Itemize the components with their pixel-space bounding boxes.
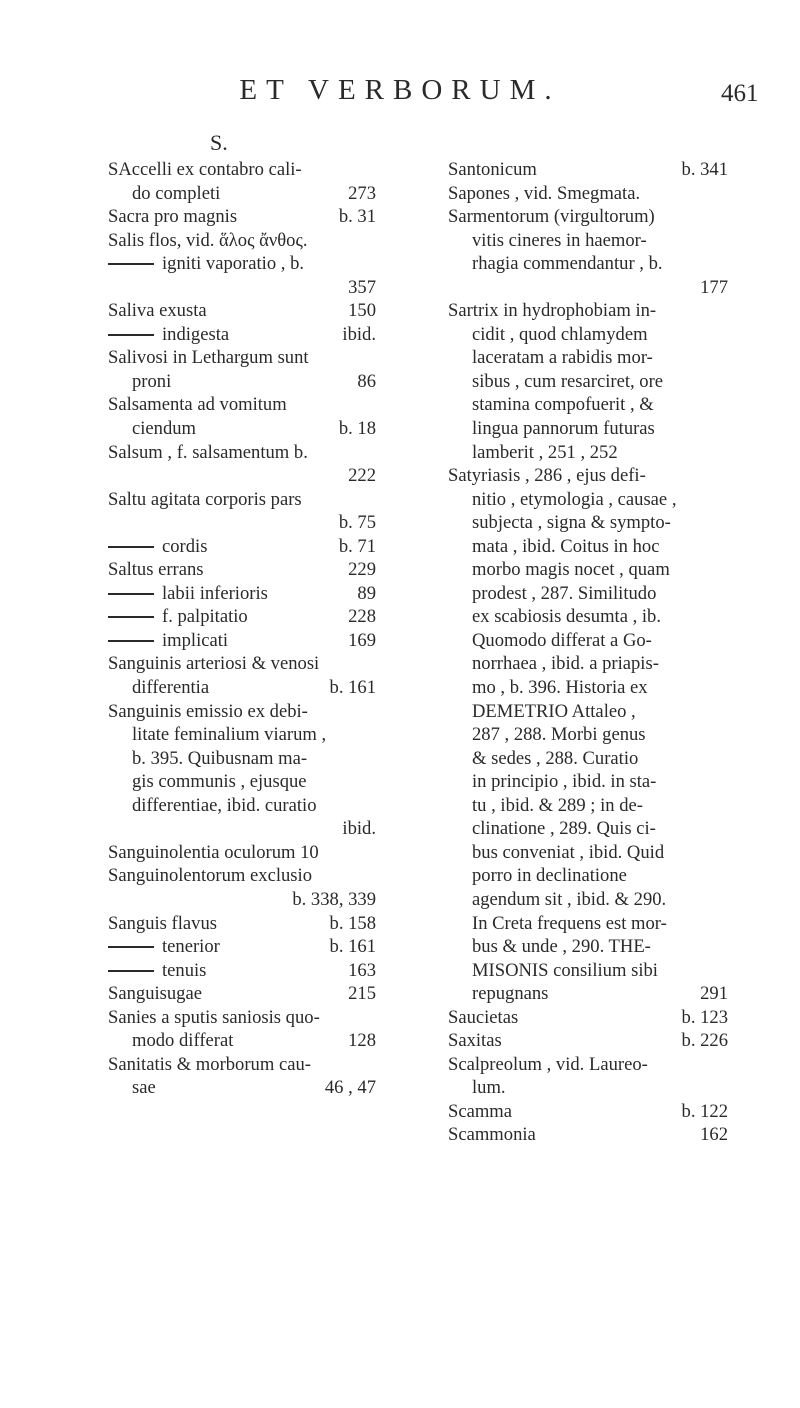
index-entry [448,441,728,465]
index-entry [448,1053,728,1077]
entry-text: Sacra pro magnis [108,206,238,228]
entry-text: lingua pannorum futuras [472,418,655,440]
index-entry [448,535,728,559]
index-entry [448,794,728,818]
entry-reference: 229 [348,559,376,581]
entry-text: differentia [132,677,210,699]
index-entry [448,276,728,300]
entry-text: Satyriasis , 286 , ejus defi- [448,465,646,487]
index-entry [448,700,728,724]
entry-reference: 169 [348,629,376,651]
entry-text: Scalpreolum , vid. Laureo- [448,1053,648,1075]
index-entry [448,888,728,912]
ditto-dash [108,263,154,265]
index-entry [108,794,376,818]
entry-text: lamberit , 251 , 252 [472,441,618,463]
entry-text: f. palpitatio [162,606,248,628]
entry-text: 287 , 288. Morbi genus [472,724,646,746]
entry-text: Sanguinolentia oculorum 10 [108,841,319,863]
index-entry [448,912,728,936]
index-entry [108,629,376,653]
index-entry [108,441,376,465]
entry-text: Salsum , f. salsamentum b. [108,441,308,463]
index-entry [108,229,376,253]
index-entry [108,1076,376,1100]
ditto-dash [108,546,154,548]
entry-text: porro in declinatione [472,865,627,887]
index-entry [108,888,376,912]
section-letter: S. [210,130,228,155]
entry-reference: b. 71 [338,535,376,557]
entry-text: Salivosi in Lethargum sunt [108,347,309,369]
entry-text: Scamma [448,1100,513,1122]
entry-text: labii inferioris [162,582,268,604]
entry-reference: 86 [357,370,376,392]
index-entry [108,935,376,959]
index-entry [448,1100,728,1124]
running-title: ET VERBORUM. [239,74,561,106]
entry-text: tenuis [162,959,207,981]
index-entry [448,464,728,488]
index-entry [108,393,376,417]
index-entry [108,535,376,559]
index-entry [108,205,376,229]
entry-text: Saxitas [448,1030,502,1052]
entry-text: vitis cineres in haemor- [472,229,647,251]
index-entry [448,346,728,370]
entry-text: cordis [162,535,208,557]
entry-text: mata , ibid. Coitus in hoc [472,535,660,557]
entry-text: Sanguinis emissio ex debi- [108,700,308,722]
entry-text: indigesta [162,323,230,345]
entry-reference: 215 [348,983,376,1005]
ditto-dash [108,334,154,336]
entry-text: Sanguinis arteriosi & venosi [108,653,320,675]
entry-text: Quomodo differat a Go- [472,629,652,651]
index-entry [108,912,376,936]
index-entry [448,770,728,794]
index-entry [448,1123,728,1147]
index-entry [448,652,728,676]
entry-reference: 228 [348,606,376,628]
entry-reference: b. 122 [681,1100,728,1122]
entry-text: Scammonia [448,1124,536,1146]
index-entry [108,982,376,1006]
index-entry [448,488,728,512]
entry-text: ciendum [132,418,197,440]
index-entry [448,959,728,983]
entry-reference: 177 [700,276,728,298]
entry-text: Sanguis flavus [108,912,217,934]
index-entry [448,182,728,206]
index-entry [108,1029,376,1053]
index-entry [108,299,376,323]
entry-text: Sarmentorum (virgultorum) [448,206,655,228]
index-entry [108,488,376,512]
index-entry [448,582,728,606]
index-entry [108,158,376,182]
right-index-column [448,158,728,1147]
entry-reference: b. 161 [329,677,376,699]
entry-text: Sanguisugae [108,983,202,1005]
index-entry [448,817,728,841]
index-entry [108,370,376,394]
index-entry [108,558,376,582]
index-entry [448,723,728,747]
index-entry [448,982,728,1006]
index-entry [108,652,376,676]
index-entry [108,346,376,370]
index-entry [448,1029,728,1053]
index-entry [448,558,728,582]
entry-text: gis communis , ejusque [132,771,307,793]
entry-text: repugnans [472,983,549,1005]
entry-text: sae [132,1077,156,1099]
entry-text: cidit , quod chlamydem [472,323,648,345]
entry-text: Salis flos, vid. ἅλος ἄνθος. [108,229,308,251]
entry-text: modo differat [132,1030,234,1052]
index-entry [448,158,728,182]
entry-reference: b. 158 [329,912,376,934]
entry-text: tu , ibid. & 289 ; in de- [472,794,643,816]
entry-reference: b. 75 [338,512,376,534]
left-index-column [108,158,376,1100]
ditto-dash [108,616,154,618]
entry-text: Saltus errans [108,559,204,581]
entry-reference: b. 31 [338,206,376,228]
entry-text: mo , b. 396. Historia ex [472,677,648,699]
index-entry [108,770,376,794]
entry-text: in principio , ibid. in sta- [472,771,657,793]
page-number: 461 [721,80,759,107]
entry-text: Saucietas [448,1006,519,1028]
entry-reference: 163 [348,959,376,981]
index-entry [448,841,728,865]
index-entry [448,370,728,394]
index-entry [448,1076,728,1100]
entry-reference: 273 [348,182,376,204]
entry-text: Sanguinolentorum exclusio [108,865,312,887]
entry-text: SAccelli ex contabro cali- [108,159,302,180]
entry-text: stamina compofuerit , & [472,394,654,416]
index-entry [108,182,376,206]
entry-reference: 89 [357,582,376,604]
entry-text: subjecta , signa & sympto- [472,512,671,534]
entry-reference: 357 [348,276,376,298]
entry-text: rhagia commendantur , b. [472,253,663,275]
entry-reference: 128 [348,1030,376,1052]
index-entry [108,323,376,347]
index-entry [448,299,728,323]
index-entry [108,582,376,606]
entry-reference: 46 , 47 [324,1077,376,1099]
index-entry [108,1006,376,1030]
entry-text: Sapones , vid. Smegmata. [448,182,641,204]
entry-text: lum. [472,1077,506,1099]
index-entry [448,323,728,347]
index-entry [108,464,376,488]
index-entry [448,747,728,771]
entry-reference: 222 [348,465,376,487]
index-entry [108,959,376,983]
ditto-dash [108,970,154,972]
entry-text: ex scabiosis desumta , ib. [472,606,662,628]
index-entry [108,276,376,300]
entry-text: agendum sit , ibid. & 290. [472,888,667,910]
index-entry [108,841,376,865]
entry-reference: 150 [348,300,376,322]
entry-text: do completi [132,182,221,204]
entry-reference: b. 226 [681,1030,728,1052]
entry-text: In Creta frequens est mor- [472,912,667,934]
entry-reference: b. 338, 339 [292,888,376,910]
entry-text: laceratam a rabidis mor- [472,347,653,369]
entry-text: Sanitatis & morborum cau- [108,1053,311,1075]
entry-text: Saliva exusta [108,300,207,322]
index-entry [108,817,376,841]
entry-text: clinatione , 289. Quis ci- [472,818,656,840]
entry-reference: 291 [700,983,728,1005]
entry-text: proni [132,370,172,392]
index-entry [108,676,376,700]
index-entry [448,417,728,441]
ditto-dash [108,946,154,948]
entry-text: DEMETRIO Attaleo , [472,700,636,722]
entry-text: Salsamenta ad vomitum [108,394,287,416]
entry-reference: b. 123 [681,1006,728,1028]
entry-text: bus & unde , 290. THE- [472,936,651,958]
entry-text: igniti vaporatio , b. [162,253,305,275]
entry-text: & sedes , 288. Curatio [472,747,639,769]
index-entry [448,511,728,535]
entry-text: litate feminalium viarum , [132,724,327,746]
entry-text: b. 395. Quibusnam ma- [132,747,308,769]
index-entry [108,747,376,771]
index-entry [448,629,728,653]
index-entry [448,205,728,229]
index-entry [108,511,376,535]
index-entry [108,605,376,629]
entry-text: Sanies a sputis saniosis quo- [108,1006,320,1028]
entry-text: prodest , 287. Similitudo [472,582,657,604]
index-entry [448,252,728,276]
ditto-dash [108,640,154,642]
index-entry [108,723,376,747]
entry-text: sibus , cum resarciret, ore [472,370,664,392]
index-entry [448,676,728,700]
index-entry [448,1006,728,1030]
ditto-dash [108,593,154,595]
entry-reference: ibid. [342,323,376,345]
index-entry [448,935,728,959]
entry-text: nitio , etymologia , causae , [472,488,677,510]
entry-text: tenerior [162,936,220,958]
entry-text: morbo magis nocet , quam [472,559,670,581]
entry-text: implicati [162,629,229,651]
entry-text: bus conveniat , ibid. Quid [472,841,665,863]
entry-reference: 162 [700,1124,728,1146]
entry-text: Sartrix in hydrophobiam in- [448,300,657,322]
entry-reference: b. 161 [329,936,376,958]
entry-text: Saltu agitata corporis pars [108,488,302,510]
index-entry [448,229,728,253]
index-entry [448,605,728,629]
index-entry [448,864,728,888]
entry-text: Santonicum [448,159,537,180]
entry-reference: b. 18 [338,418,376,440]
index-entry [448,393,728,417]
index-entry [108,1053,376,1077]
index-entry [108,252,376,276]
index-entry [108,700,376,724]
entry-text: norrhaea , ibid. a priapis- [472,653,659,675]
index-entry [108,417,376,441]
entry-text: MISONIS consilium sibi [472,959,658,981]
entry-text: differentiae, ibid. curatio [132,794,317,816]
entry-reference: b. 341 [681,159,728,180]
entry-reference: ibid. [342,818,376,840]
index-entry [108,864,376,888]
